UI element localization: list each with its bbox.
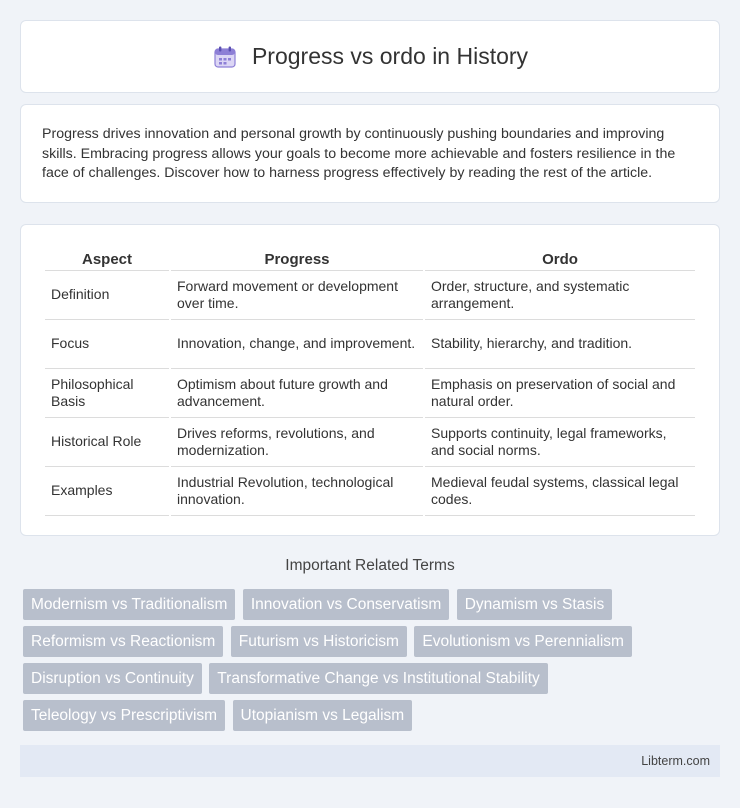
table-cell: Historical Role <box>45 418 169 467</box>
intro-card <box>20 104 720 203</box>
table-cell: Drives reforms, revolutions, and modernization. <box>171 418 423 467</box>
related-term-tag[interactable]: Innovation vs Conservatism <box>243 589 449 620</box>
table-cell: Innovation, change, and improvement. <box>171 320 423 369</box>
header-card <box>20 20 720 93</box>
table-cell: Industrial Revolution, technological innovation. <box>171 467 423 516</box>
table-header-row <box>45 245 695 271</box>
comparison-table <box>43 245 697 516</box>
table-cell: Focus <box>45 320 169 369</box>
related-term-tag[interactable]: Utopianism vs Legalism <box>233 700 413 731</box>
related-term-tag[interactable]: Futurism vs Historicism <box>231 626 407 657</box>
table-cell: Philosophical Basis <box>45 369 169 418</box>
related-terms-title: Important Related Terms <box>285 557 455 574</box>
related-term-tag[interactable]: Dynamism vs Stasis <box>457 589 613 620</box>
table-row <box>45 320 695 369</box>
table-row <box>45 271 695 320</box>
intro-text: Progress drives innovation and personal growth by continuously pushing boundaries and improving skills. Embracing progress allows your goals to become more achievable and fosters resilience in the face of challenges. Discover how to harness progress effectively by reading the rest of the article. <box>42 126 676 182</box>
comparison-table-card <box>20 224 720 536</box>
column-header: Ordo <box>425 245 695 271</box>
table-row <box>45 418 695 467</box>
page-title: Progress vs ordo in History <box>251 43 529 69</box>
column-header: Aspect <box>45 245 169 271</box>
calendar-icon <box>212 44 238 70</box>
footer <box>20 745 720 777</box>
related-term-tag[interactable]: Transformative Change vs Institutional Stability <box>209 663 548 694</box>
table-cell: Forward movement or development over time. <box>171 271 423 320</box>
table-cell: Examples <box>45 467 169 516</box>
related-term-tag[interactable]: Teleology vs Prescriptivism <box>23 700 225 731</box>
table-row <box>45 467 695 516</box>
related-term-tag[interactable]: Modernism vs Traditionalism <box>23 589 235 620</box>
related-term-tag[interactable]: Disruption vs Continuity <box>23 663 202 694</box>
table-cell: Emphasis on preservation of social and natural order. <box>425 369 695 418</box>
related-term-tag[interactable]: Evolutionism vs Perennialism <box>414 626 632 657</box>
table-cell: Medieval feudal systems, classical legal codes. <box>425 467 695 516</box>
table-cell: Order, structure, and systematic arrangement. <box>425 271 695 320</box>
table-cell: Stability, hierarchy, and tradition. <box>425 320 695 369</box>
related-terms-list <box>23 589 723 737</box>
footer-link[interactable]: Libterm.com <box>641 754 710 768</box>
table-row <box>45 369 695 418</box>
table-cell: Supports continuity, legal frameworks, and social norms. <box>425 418 695 467</box>
table-cell: Optimism about future growth and advancement. <box>171 369 423 418</box>
column-header: Progress <box>171 245 423 271</box>
table-cell: Definition <box>45 271 169 320</box>
related-term-tag[interactable]: Reformism vs Reactionism <box>23 626 223 657</box>
